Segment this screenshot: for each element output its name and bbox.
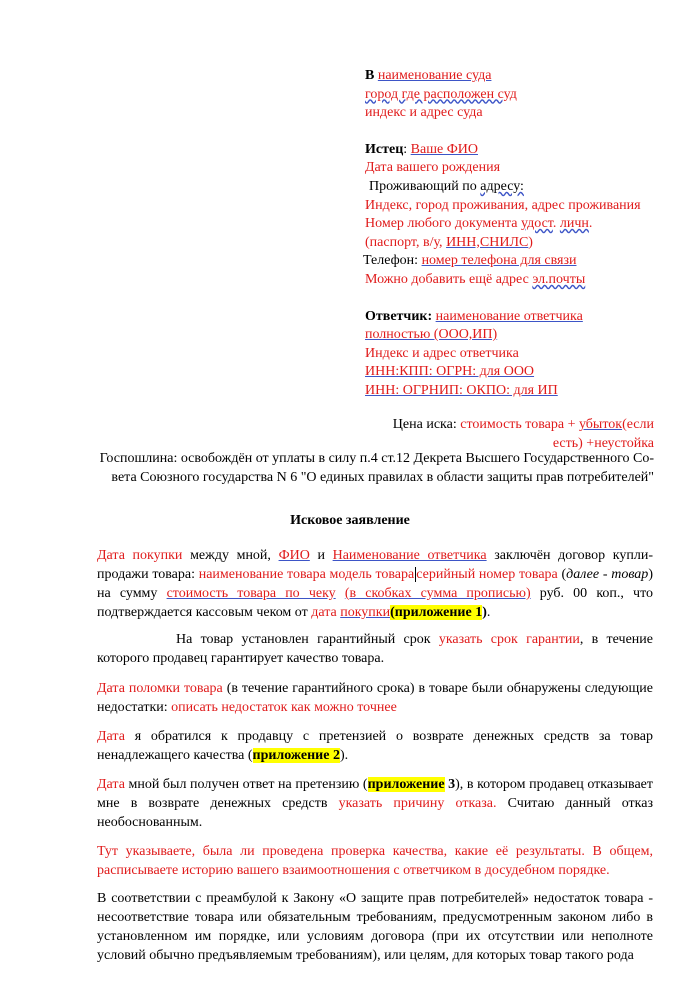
document-title: Исковое заявление [290, 513, 410, 528]
paragraph-response: Дата мной был получен ответ на претензию (приложение 3), в котором продавец отказывает мне в возврате денежных средств указать причину отказа. Считаю данный отказ необоснованным. [97, 777, 654, 830]
paragraph-law: В соответствии с преамбулой к Закону «О защите прав потребителей» недостаток товара - несоответствие товара или обязательным требованиям, предусмотренным законом либо в установленном им порядке, или условиям договора (при их отсутствии или неполноте условий обычно предъявляемым требованиям), или целям, для которых товар такого рода [97, 891, 653, 963]
paragraph-claim: Дата я обратился к продавцу с претензией о возврате денежных средств за товар ненадлежащего качества (приложение 2). [97, 729, 653, 763]
court-address: индекс и адрес суда [365, 105, 483, 121]
residing-line: Проживающий по адресу: [369, 178, 524, 194]
state-fee: Госпошлина: освобождён от уплаты в силу п.4 ст.12 Декрета Высшего Государственного Со- вета Союзного государства N 6 "О единых правилах в области защиты прав потребителей" [99, 451, 654, 485]
defendant-line [365, 308, 665, 327]
defendant-address: Индекс и адрес ответчика [365, 345, 519, 361]
plaintiff-line: Истец: Ваше ФИО [365, 141, 478, 157]
defendant-name: наименование ответчика [435, 308, 583, 324]
court-name: наименование суда [377, 68, 492, 83]
email-line: Можно добавить ещё адрес эл.почты [365, 271, 586, 287]
document-types: (паспорт, в/у, ИНН,СНИЛС) [365, 234, 533, 250]
paragraph-history: Тут указываете, была ли проведена проверка качества, какие её результаты. В общем, расписываете историю вашего взаимоотношения с ответчиком в досудебном порядке. [97, 844, 653, 878]
claim-price: Цена иска: стоимость товара + убыток(если есть) +неустойка [392, 417, 654, 451]
court-city: город где расположен суд [365, 86, 517, 102]
court-line [365, 67, 665, 86]
paragraph-breakdown: Дата поломки товара (в течение гарантийного срока) в товаре были обнаружены следующие недостатки: описать недостаток как можно точнее [97, 681, 653, 715]
court-prefix: В [365, 68, 375, 83]
paragraph-warranty: На товар установлен гарантийный срок указать срок гарантии, в течение которого продавец гарантирует качество товара. [97, 632, 653, 666]
plaintiff-address: Индекс, город проживания, адрес проживания [365, 197, 641, 213]
defendant-label: Ответчик: [365, 308, 433, 324]
inn-kpp-line: ИНН:КПП: ОГРН: для ООО [365, 364, 535, 380]
document-number: Номер любого документа удост. личн. [365, 216, 593, 232]
plaintiff-birth: Дата вашего рождения [365, 160, 501, 176]
phone-value: номер телефона для связи [421, 253, 577, 269]
plaintiff-name: Ваше ФИО [410, 141, 478, 157]
plaintiff-label: Истец [365, 141, 404, 157]
addressee-block [365, 67, 665, 401]
phone-line: Телефон: номер телефона для связи [363, 253, 577, 269]
defendant-name-2: полностью (ООО,ИП) [365, 327, 498, 343]
paragraph-contract: Дата покупки между мной, ФИО и Наименование ответчика заключён договор купли-продажи товара: наименование товара модель товара серийный номер товара (далее - товар) на сумму стоимость товара по чеку (в скобках сумма прописью) руб. 00 коп., что подтверждается кассовым чеком от дата покупки(приложение 1). [97, 548, 654, 620]
inn-ogrnip-line: ИНН: ОГРНИП: ОКПО: для ИП [365, 382, 558, 398]
